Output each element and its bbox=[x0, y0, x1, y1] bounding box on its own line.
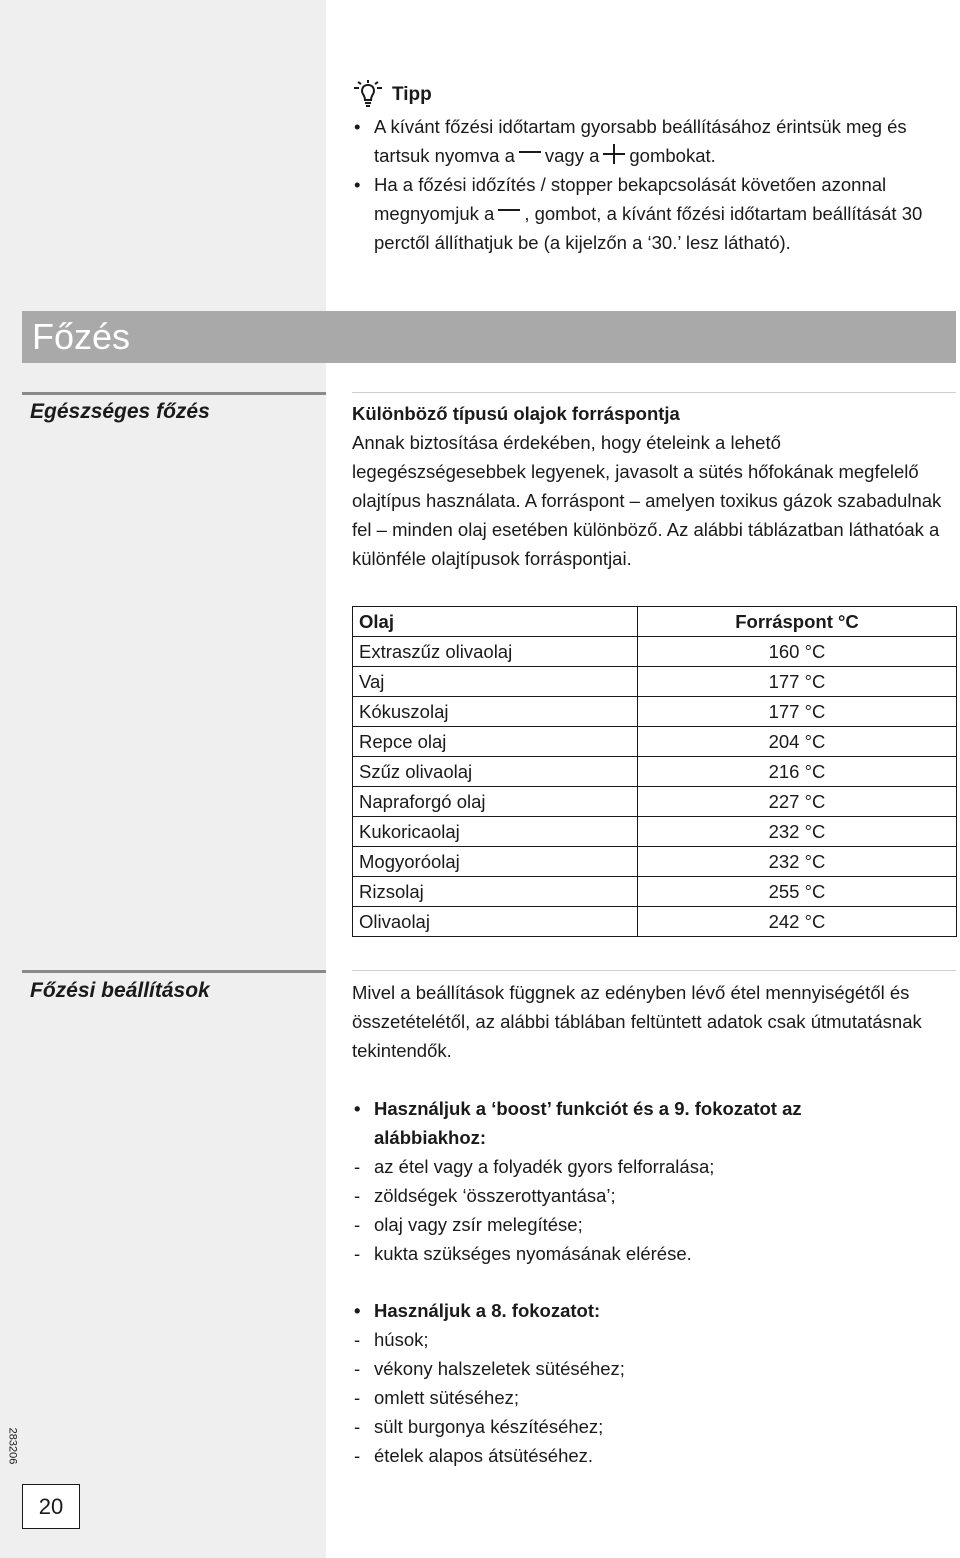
table-row bbox=[353, 697, 957, 727]
lightbulb-icon bbox=[352, 80, 386, 110]
tip-bullet-1-text-a: A kívánt főzési időtartam gyorsabb beállításához érintsük meg és tartsuk nyomva a bbox=[374, 116, 907, 166]
group-1-items bbox=[352, 1152, 912, 1268]
list-item: - vékony halszeletek sütéséhez; bbox=[352, 1354, 912, 1383]
oil-temp: 177 °C bbox=[638, 667, 957, 697]
oil-temp: 232 °C bbox=[638, 847, 957, 877]
table-row bbox=[353, 757, 957, 787]
oil-temp: 204 °C bbox=[638, 727, 957, 757]
oil-name: Napraforgó olaj bbox=[353, 787, 638, 817]
minus-icon bbox=[498, 209, 520, 211]
group-2-title: • Használjuk a 8. fokozatot: bbox=[352, 1296, 912, 1325]
subheading-settings: Főzési beállítások bbox=[30, 979, 210, 1002]
tip-bullet-1 bbox=[352, 112, 952, 170]
oil-temp: 242 °C bbox=[638, 907, 957, 937]
oil-temp: 160 °C bbox=[638, 637, 957, 667]
group-2-list bbox=[352, 1296, 912, 1325]
oil-name: Kókuszolaj bbox=[353, 697, 638, 727]
table-row bbox=[353, 817, 957, 847]
column-header-boiling-point: Forráspont °C bbox=[638, 607, 957, 637]
subsection-rule bbox=[22, 970, 326, 973]
table-row bbox=[353, 847, 957, 877]
table-header-row bbox=[353, 607, 957, 637]
oil-name: Kukoricaolaj bbox=[353, 817, 638, 847]
tip-bullet-2-text-b: , gombot, a kívánt főzési időtartam beállítását 30 perctől állíthatjuk be (a kijelzőn a ‘30.’ lesz látható). bbox=[374, 203, 923, 253]
list-item: - zöldségek ‘összerottyantása’; bbox=[352, 1181, 912, 1210]
oil-name: Szűz olivaolaj bbox=[353, 757, 638, 787]
group-1-title: • Használjuk a ‘boost’ funkciót és a 9. fokozatot az alábbiakhoz: bbox=[352, 1094, 912, 1152]
column-header-oil: Olaj bbox=[353, 607, 638, 637]
oil-name: Olivaolaj bbox=[353, 907, 638, 937]
oil-name: Mogyoróolaj bbox=[353, 847, 638, 877]
page-number: 20 bbox=[22, 1484, 80, 1529]
oil-table-container bbox=[352, 606, 957, 937]
tip-block bbox=[352, 80, 952, 257]
oil-temp: 255 °C bbox=[638, 877, 957, 907]
table-row bbox=[353, 877, 957, 907]
tip-title: Tipp bbox=[392, 84, 432, 105]
group-2-items bbox=[352, 1325, 912, 1470]
settings-group-1 bbox=[352, 1094, 912, 1268]
healthy-paragraph: Annak biztosítása érdekében, hogy ételeink a lehető legegészségesebbek legyenek, javasolt a sütés hőfokának megfelelő olajtípus használata. A forráspont – amelyen toxikus gázok szabadulnak fel – minden olaj esetében különböző. Az alábbi táblázatban láthatóak a különféle olajtípusok forráspontjai. bbox=[352, 432, 942, 569]
oil-temp: 232 °C bbox=[638, 817, 957, 847]
tip-bullet-1-text-c: gombokat. bbox=[629, 145, 716, 166]
list-item: - omlett sütéséhez; bbox=[352, 1383, 912, 1412]
settings-paragraph: Mivel a beállítások függnek az edényben lévő étel mennyiségétől és összetételétől, az alábbi táblában feltüntett adatok csak útmutatásnak tekintendők. bbox=[352, 982, 922, 1061]
healthy-content bbox=[352, 399, 956, 573]
oil-name: Rizsolaj bbox=[353, 877, 638, 907]
document-code: 283206 bbox=[6, 1427, 19, 1465]
oil-name: Vaj bbox=[353, 667, 638, 697]
table-row bbox=[353, 907, 957, 937]
oil-name: Extraszűz olivaolaj bbox=[353, 637, 638, 667]
table-row bbox=[353, 787, 957, 817]
oil-name: Repce olaj bbox=[353, 727, 638, 757]
table-row bbox=[353, 637, 957, 667]
left-margin-column bbox=[0, 0, 326, 1558]
subsection-rule bbox=[22, 392, 326, 395]
tip-list bbox=[352, 112, 952, 257]
tip-bullet-2-text-a: Ha a főzési időzítés / stopper bekapcsolását követően azonnal megnyomjuk a bbox=[374, 174, 887, 224]
oil-table bbox=[352, 606, 957, 937]
oil-temp: 216 °C bbox=[638, 757, 957, 787]
list-item: - ételek alapos átsütéséhez. bbox=[352, 1441, 912, 1470]
oil-temp: 227 °C bbox=[638, 787, 957, 817]
plus-icon bbox=[603, 144, 625, 164]
table-row bbox=[353, 727, 957, 757]
list-item: - olaj vagy zsír melegítése; bbox=[352, 1210, 912, 1239]
settings-group-2 bbox=[352, 1296, 912, 1470]
section-header-bar bbox=[22, 311, 956, 363]
tip-bullet-1-text-b: vagy a bbox=[544, 145, 600, 166]
subsection-rule-right bbox=[352, 970, 956, 971]
tip-bullet-2 bbox=[352, 170, 952, 257]
subsection-rule-right bbox=[352, 392, 956, 393]
list-item: - sült burgonya készítéséhez; bbox=[352, 1412, 912, 1441]
list-item: - kukta szükséges nyomásának elérése. bbox=[352, 1239, 912, 1268]
table-row bbox=[353, 667, 957, 697]
subheading-healthy: Egészséges főzés bbox=[30, 400, 210, 423]
group-1-list bbox=[352, 1094, 912, 1152]
list-item: - az étel vagy a folyadék gyors felforralása; bbox=[352, 1152, 912, 1181]
tip-header bbox=[352, 80, 952, 110]
section-title: Főzés bbox=[32, 316, 131, 357]
oil-temp: 177 °C bbox=[638, 697, 957, 727]
healthy-heading: Különböző típusú olajok forráspontja bbox=[352, 403, 680, 424]
minus-icon bbox=[519, 151, 541, 153]
list-item: - húsok; bbox=[352, 1325, 912, 1354]
